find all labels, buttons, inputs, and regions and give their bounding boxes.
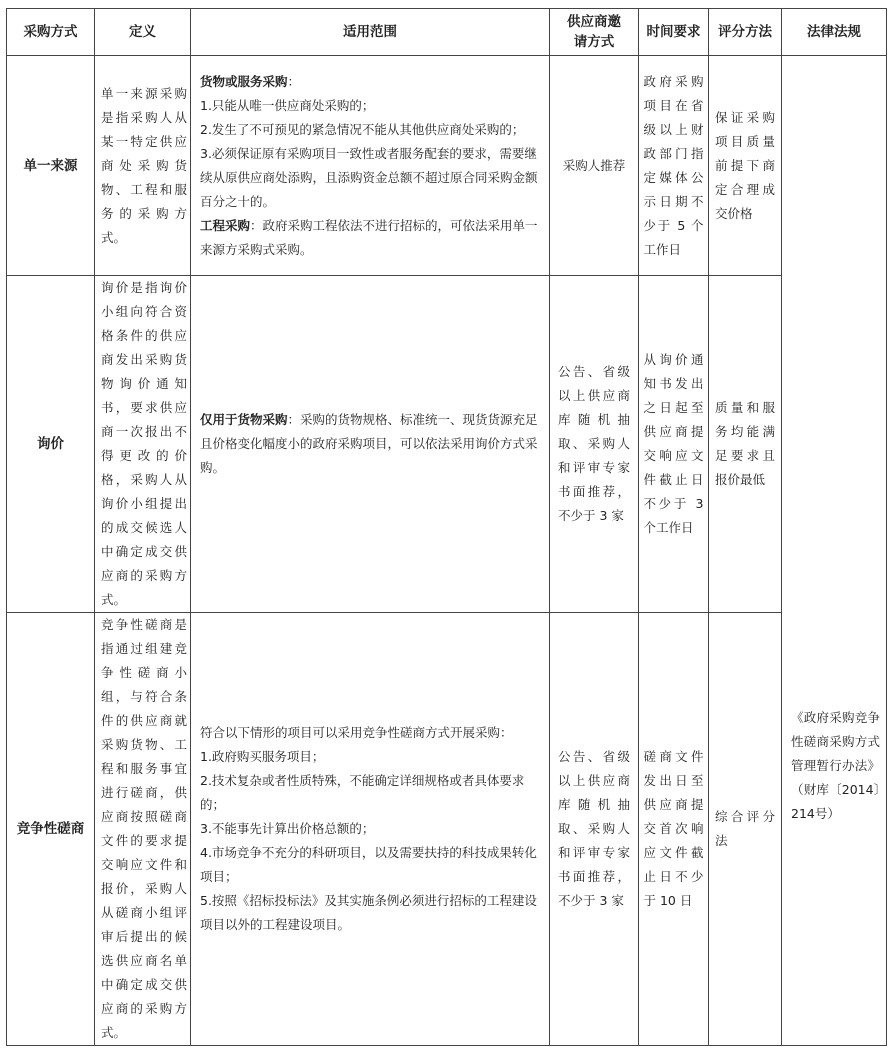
invitation-text: 公告、省级以上供应商库随机抽取、采购人和评审专家书面推荐，不少于 3 家 xyxy=(558,749,630,908)
law-spacer xyxy=(791,276,880,706)
scope-item: 2.发生了不可预见的紧急情况不能从其他供应商处采购的； xyxy=(200,121,525,137)
scoring-text: 质量和服务均能满足要求且报价最低 xyxy=(715,400,775,487)
scope-item: 1.政府购买服务项目； xyxy=(200,749,325,764)
invitation-cell xyxy=(550,56,639,276)
scoring-text: 保证采购项目质量前提下商定合理成交价格 xyxy=(715,109,775,221)
time-cell xyxy=(639,276,709,613)
header-scope: 适用范围 xyxy=(191,9,550,56)
header-invitation xyxy=(550,9,639,56)
scoring-text: 综合评分法 xyxy=(715,809,775,848)
scope-inquiry-title: 仅用于货物采购 xyxy=(200,412,288,427)
scope-item: 2.技术复杂或者性质特殊，不能确定详细规格或者具体要求的； xyxy=(200,773,525,812)
method-cell: 单一来源 xyxy=(7,56,95,276)
scope-cell xyxy=(191,613,550,1046)
invitation-cell xyxy=(550,613,639,1046)
header-scoring: 评分方法 xyxy=(709,9,782,56)
header-definition: 定义 xyxy=(95,9,191,56)
law-text: 《政府采购竞争性磋商采购方式管理暂行办法》（财库〔2014〕214号） xyxy=(791,709,880,821)
definition-text: 竞争性磋商是指通过组建竞争性磋商小组，与符合条件的供应商就采购货物、工程和服务事宜进行磋商，供应商按照磋商文件的要求提交响应文件和报价，采购人从磋商小组评审后提出的候选供应商名单中确定成交供应商的采购方式。 xyxy=(101,617,187,1040)
definition-cell xyxy=(95,613,191,1046)
law-cell xyxy=(782,56,887,1046)
scope-item: 5.按照《招标投标法》及其实施条例必须进行招标的工程建设项目以外的工程建设项目。 xyxy=(200,893,537,932)
scope-item: 4.市场竞争不充分的科研项目，以及需要扶持的科技成果转化项目； xyxy=(200,845,537,884)
scope-goods-suffix: ： xyxy=(287,73,301,89)
table-row-competitive-consultation xyxy=(7,613,887,1046)
invitation-cell xyxy=(550,276,639,613)
time-text: 磋商文件发出日至供应商提交首次响应文件截止日不少于 10 日 xyxy=(643,749,704,908)
definition-text: 单一来源采购是指采购人从某一特定供应商处采购货物、工程和服务的采购方式。 xyxy=(101,85,187,245)
header-row xyxy=(7,9,887,56)
scoring-cell xyxy=(709,276,782,613)
method-cell: 竞争性磋商 xyxy=(7,613,95,1046)
header-time: 时间要求 xyxy=(639,9,709,56)
scoring-cell xyxy=(709,613,782,1046)
scope-works xyxy=(200,214,543,262)
scope-works-title: 工程采购 xyxy=(200,217,251,233)
scope-inquiry-text: ：采购的货物规格、标准统一、现货货源充足且价格变化幅度小的政府采购项目，可以依法采用询价方式采购。 xyxy=(200,412,538,475)
scope-inquiry xyxy=(200,408,543,480)
header-invitation-label: 供应商邀请方式 xyxy=(567,14,621,50)
definition-cell xyxy=(95,56,191,276)
scope-intro: 符合以下情形的项目可以采用竞争性磋商方式开展采购： xyxy=(200,725,513,740)
invitation-text: 采购人推荐 xyxy=(562,157,626,173)
time-cell xyxy=(639,613,709,1046)
scope-cell xyxy=(191,276,550,613)
table-row-inquiry xyxy=(7,276,887,613)
invitation-text: 公告、省级以上供应商库随机抽取、采购人和评审专家书面推荐，不少于 3 家 xyxy=(558,364,630,523)
scope-works-text: ：政府采购工程依法不进行招标的，可依法采用单一来源方采购式采购。 xyxy=(200,217,538,257)
time-text: 政府采购项目在省级以上财政部门指定媒体公示日期不少于 5 个工作日 xyxy=(643,73,704,257)
scope-goods-heading xyxy=(200,70,543,94)
scope-cell xyxy=(191,56,550,276)
definition-text: 询价是指询价小组向符合资格条件的供应商发出采购货物询价通知书，要求供应商一次报出不得更改的价格，采购人从询价小组提出的成交候选人中确定成交供应商的采购方式。 xyxy=(101,280,187,607)
table-row-single-source xyxy=(7,56,887,276)
definition-cell xyxy=(95,276,191,613)
time-text: 从询价通知书发出之日起至供应商提交响应文件截止日不少于 3 个工作日 xyxy=(643,352,704,535)
method-cell: 询价 xyxy=(7,276,95,613)
time-cell xyxy=(639,56,709,276)
header-law: 法律法规 xyxy=(782,9,887,56)
scoring-cell xyxy=(709,56,782,276)
header-method: 采购方式 xyxy=(7,9,95,56)
procurement-methods-table xyxy=(6,8,887,1046)
scope-item: 1.只能从唯一供应商处采购的； xyxy=(200,97,375,113)
scope-goods-title: 货物或服务采购 xyxy=(200,73,288,89)
scope-item: 3.必须保证原有采购项目一致性或者服务配套的要求，需要继续从原供应商处添购，且添购资金总额不超过原合同采购金额百分之十的。 xyxy=(200,145,538,209)
scope-item: 3.不能事先计算出价格总额的； xyxy=(200,821,375,836)
